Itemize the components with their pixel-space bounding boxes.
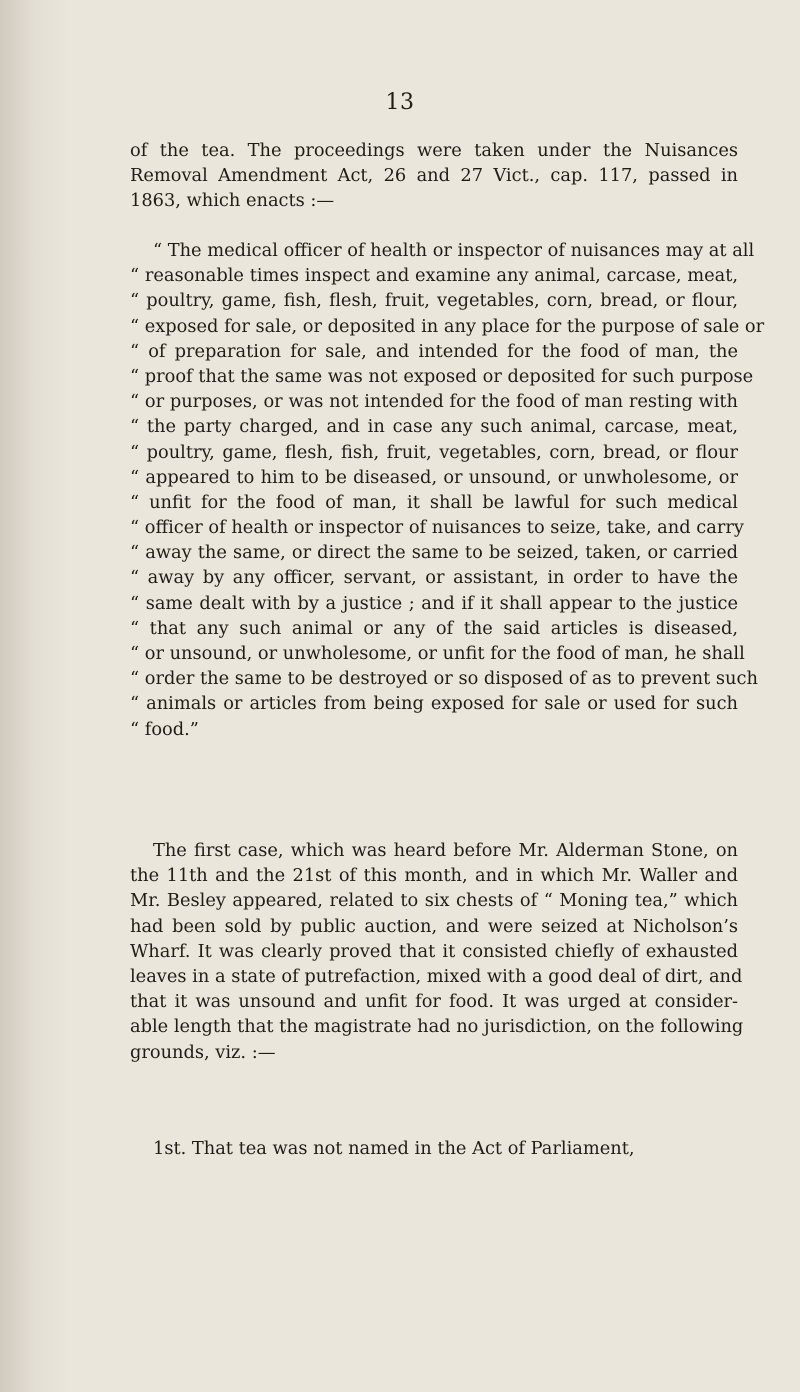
text-line: Removal Amendment Act, 26 and 27 Vict., cap. 117, passed in — [130, 165, 738, 187]
paragraph-first-ground — [130, 1136, 738, 1161]
quote-line: “ appeared to him to be diseased, or unsound, or unwholesome, or — [130, 466, 738, 488]
quote-line: “ exposed for sale, or deposited in any place for the purpose of sale or — [130, 315, 765, 337]
act-quotation — [130, 238, 765, 742]
quote-line: “ officer of health or inspector of nuisances to seize, take, and carry — [130, 517, 744, 539]
quote-line: “ reasonable times inspect and examine any animal, carcase, meat, — [130, 265, 738, 287]
quote-line: “ of preparation for sale, and intended for the food of man, the — [130, 340, 738, 362]
page-number: 13 — [385, 90, 415, 115]
text-line: had been sold by public auction, and were seized at Nicholson’s — [130, 915, 738, 937]
quote-line: “ order the same to be destroyed or so disposed of as to prevent such — [130, 668, 758, 690]
paragraph-first-case — [130, 838, 744, 1065]
quote-line: “ proof that the same was not exposed or deposited for such purpose — [130, 365, 754, 387]
text-line: 1st. That tea was not named in the Act of Parliament, — [153, 1138, 635, 1159]
text-line: 1863, which enacts :— — [130, 190, 335, 212]
text-line: the 11th and the 21st of this month, and in which Mr. Waller and — [130, 865, 738, 887]
text-line: able length that the magistrate had no jurisdiction, on the following — [130, 1016, 744, 1038]
text-line: The first case, which was heard before Mr. Alderman Stone, on — [153, 840, 738, 861]
quote-line: “ or unsound, or unwholesome, or unfit for the food of man, he shall — [130, 643, 745, 664]
binding-gutter-shadow — [0, 0, 70, 1392]
text-line: that it was unsound and unfit for food. It was urged at consider- — [130, 991, 738, 1013]
quote-line: “ animals or articles from being exposed for sale or used for such — [130, 693, 738, 715]
quote-line: “ away by any officer, servant, or assistant, in order to have the — [130, 567, 738, 589]
paragraph-intro — [130, 138, 738, 214]
quote-line: “ away the same, or direct the same to be seized, taken, or carried — [130, 542, 738, 564]
quote-line: “ the party charged, and in case any such animal, carcase, meat, — [130, 416, 738, 438]
text-line: Mr. Besley appeared, related to six chests of “ Moning tea,” which — [130, 890, 738, 912]
quote-line: “ that any such animal or any of the said articles is diseased, — [130, 617, 738, 639]
quote-line: “ food.” — [130, 718, 199, 740]
quote-line: “ The medical officer of health or inspector of nuisances may at all — [153, 240, 755, 261]
quote-line: “ unfit for the food of man, it shall be lawful for such medical — [130, 491, 738, 513]
quote-line: “ same dealt with by a justice ; and if it shall appear to the justice — [130, 592, 738, 614]
quote-line: “ poultry, game, fish, flesh, fruit, vegetables, corn, bread, or flour, — [130, 290, 738, 312]
text-line: Wharf. It was clearly proved that it consisted chiefly of exhausted — [130, 940, 738, 962]
text-line: of the tea. The proceedings were taken under the Nuisances — [130, 140, 738, 161]
text-line: grounds, viz. :— — [130, 1041, 276, 1063]
quote-line: “ or purposes, or was not intended for the food of man resting with — [130, 391, 738, 413]
text-line: leaves in a state of putrefaction, mixed with a good deal of dirt, and — [130, 965, 743, 987]
quote-line: “ poultry, game, flesh, fish, fruit, vegetables, corn, bread, or flour — [130, 441, 738, 463]
